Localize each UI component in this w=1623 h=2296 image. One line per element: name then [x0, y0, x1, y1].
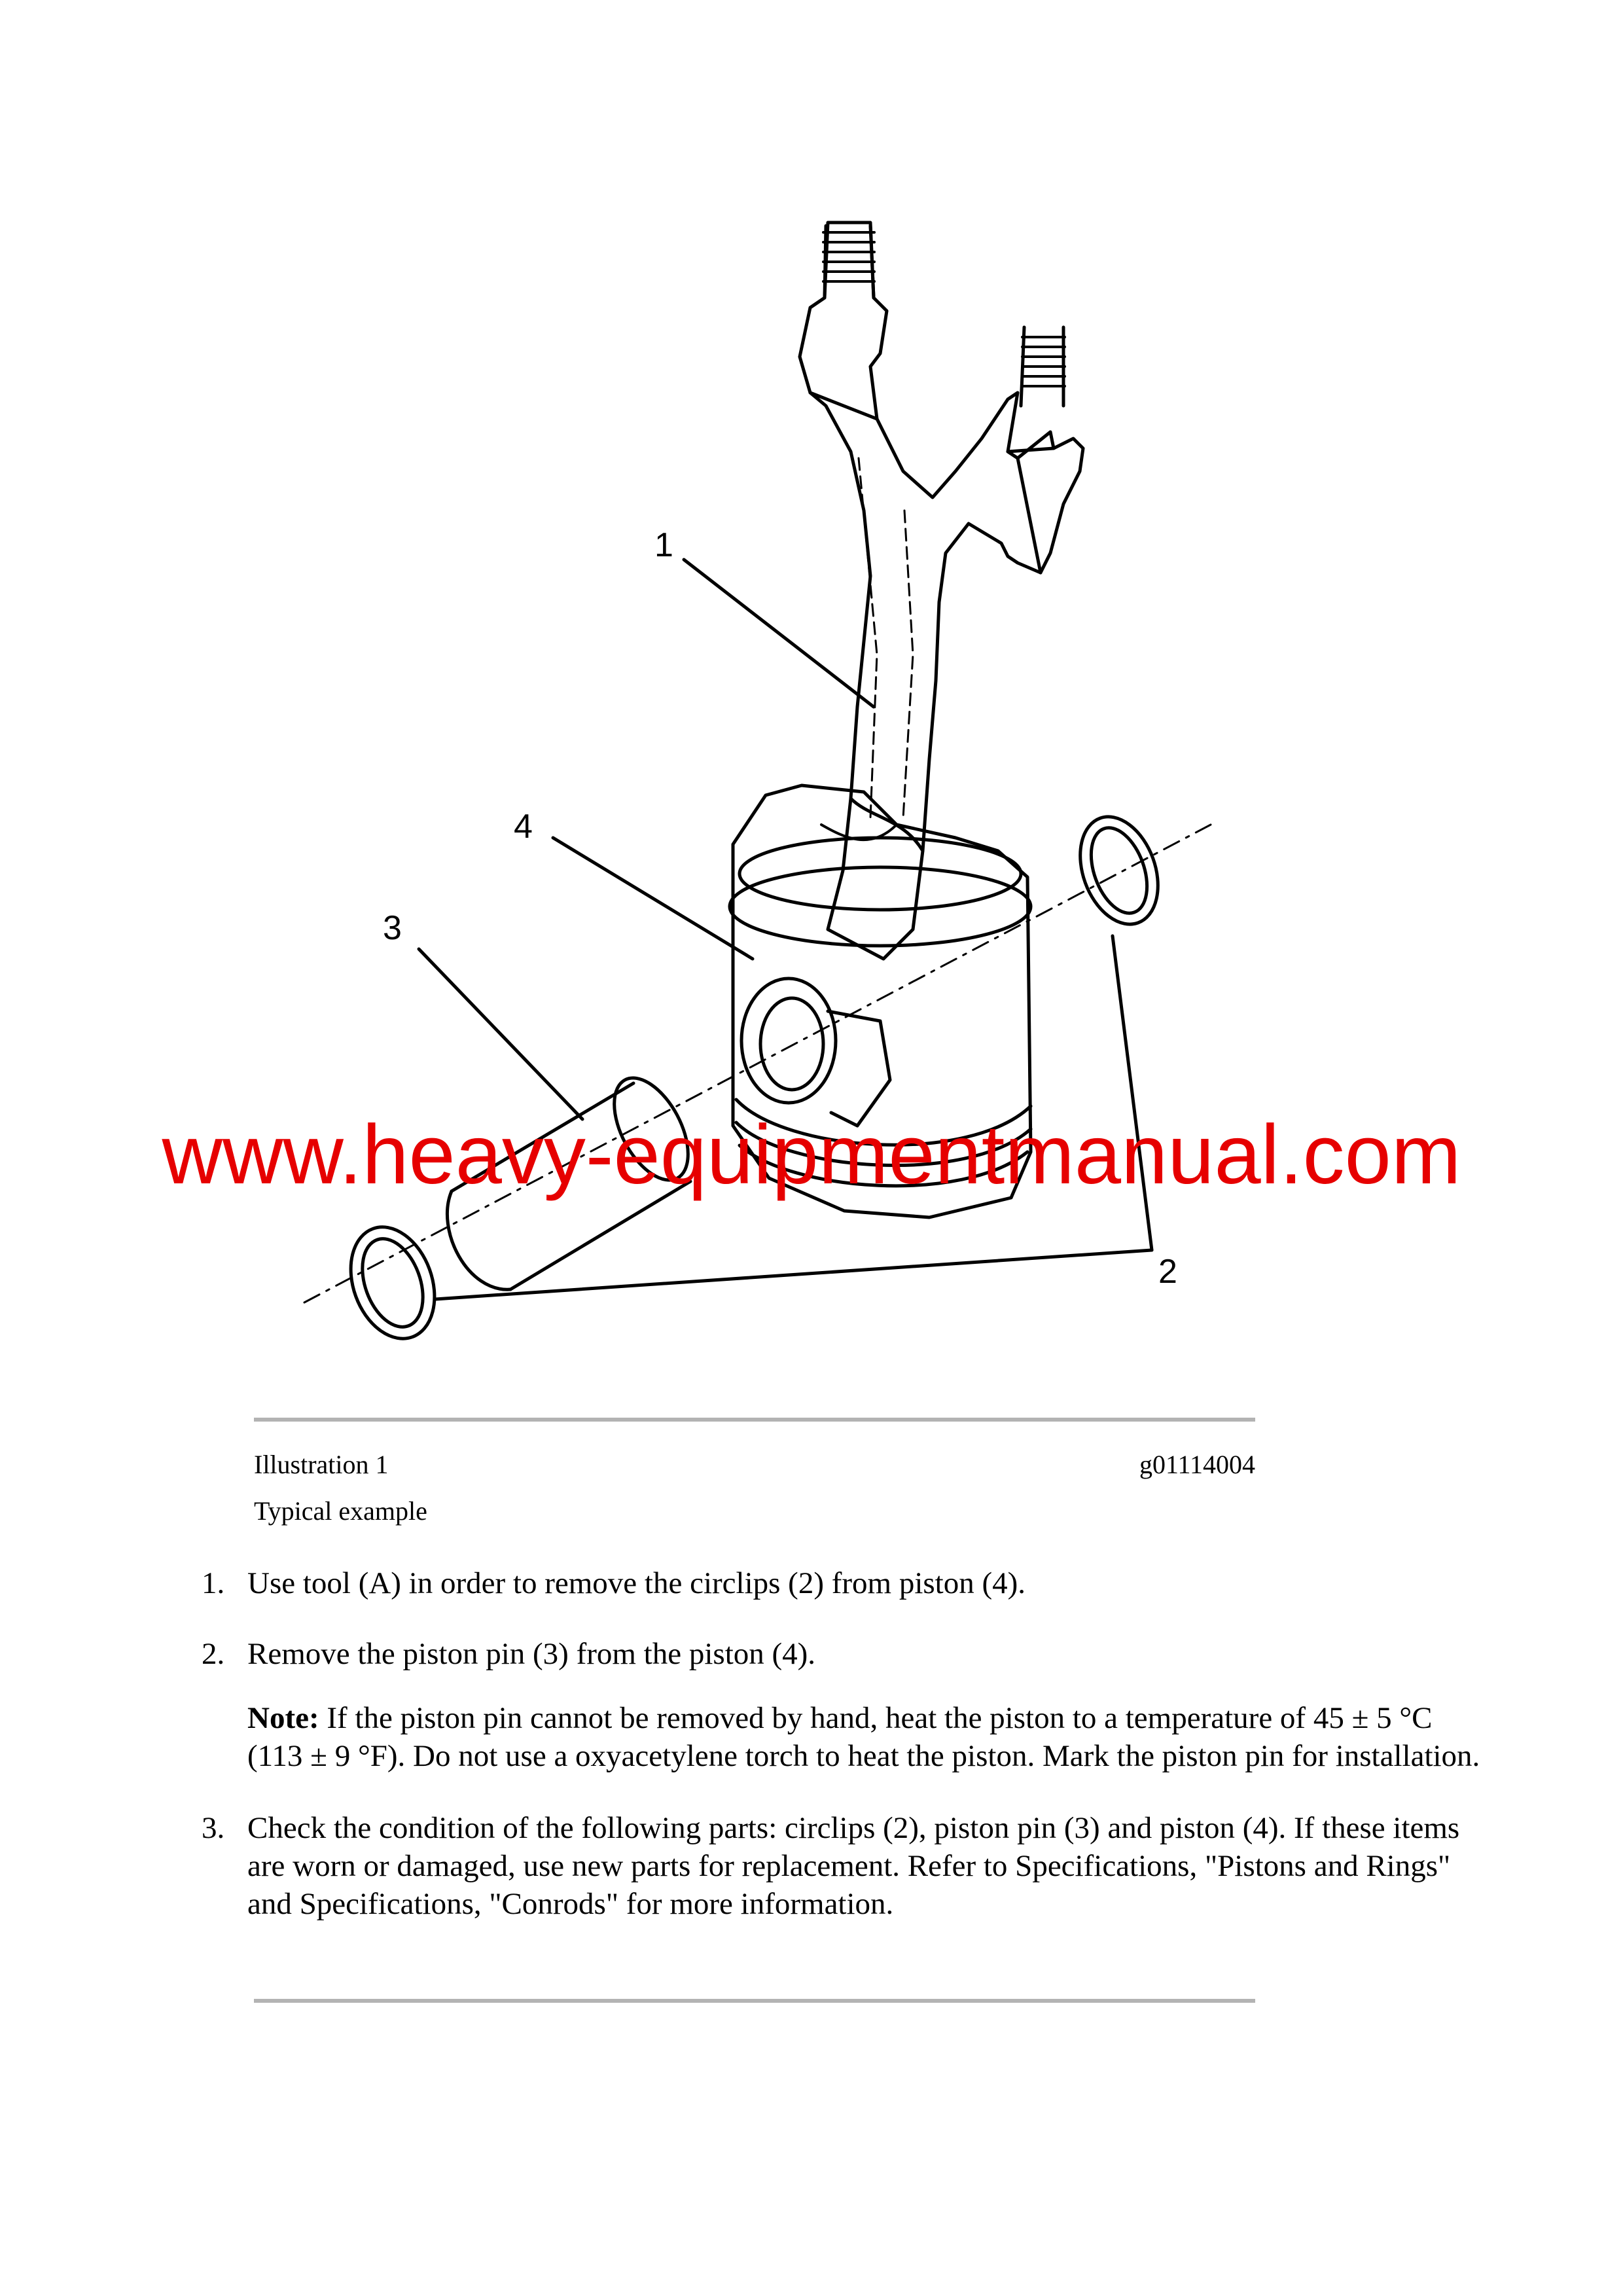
connecting-rod	[800, 223, 1083, 959]
rod-bolt-right	[1021, 327, 1065, 406]
circlip-right	[1066, 806, 1172, 935]
callout-4: 4	[514, 808, 533, 846]
caption-top-rule	[254, 1418, 1255, 1422]
note-block	[190, 1699, 1486, 1775]
callout-1: 1	[654, 526, 673, 564]
illustration-label: Illustration 1	[254, 1450, 389, 1479]
step-1	[190, 1564, 1486, 1602]
illustration-subtitle: Typical example	[254, 1496, 427, 1526]
callout-3: 3	[383, 909, 402, 947]
step-2	[190, 1635, 1486, 1673]
step-number: 3.	[202, 1811, 225, 1845]
illustration-id: g01114004	[1139, 1450, 1255, 1479]
procedure-steps	[190, 1564, 1486, 1923]
step-text: Check the condition of the following parts: circlips (2), piston pin (3) and piston (4). If these items are worn or damaged, use new parts for replacement. Refer to Specifications, "Pistons and Rings" and Specifications, "Conrods" for more information.	[247, 1811, 1460, 1921]
callout-2: 2	[1158, 1253, 1177, 1291]
step-3	[190, 1809, 1486, 1923]
step-number: 1.	[202, 1566, 225, 1600]
pin-axis-line	[304, 825, 1211, 1302]
note-text: If the piston pin cannot be removed by hand, heat the piston to a temperature of 45 ± 5 °C (113 ± 9 °F). Do not use a oxyacetylene torch to heat the piston. Mark the piston pin for installation.	[247, 1701, 1480, 1773]
step-number: 2.	[202, 1637, 225, 1671]
note-label: Note:	[247, 1701, 319, 1735]
watermark-url: www.heavy-equipmentmanual.com	[162, 1108, 1461, 1202]
rod-bolt-left	[823, 226, 874, 298]
step-text: Use tool (A) in order to remove the circlips (2) from piston (4).	[247, 1566, 1026, 1600]
section-bottom-rule	[254, 1999, 1255, 2003]
step-text: Remove the piston pin (3) from the piston (4).	[247, 1637, 816, 1671]
